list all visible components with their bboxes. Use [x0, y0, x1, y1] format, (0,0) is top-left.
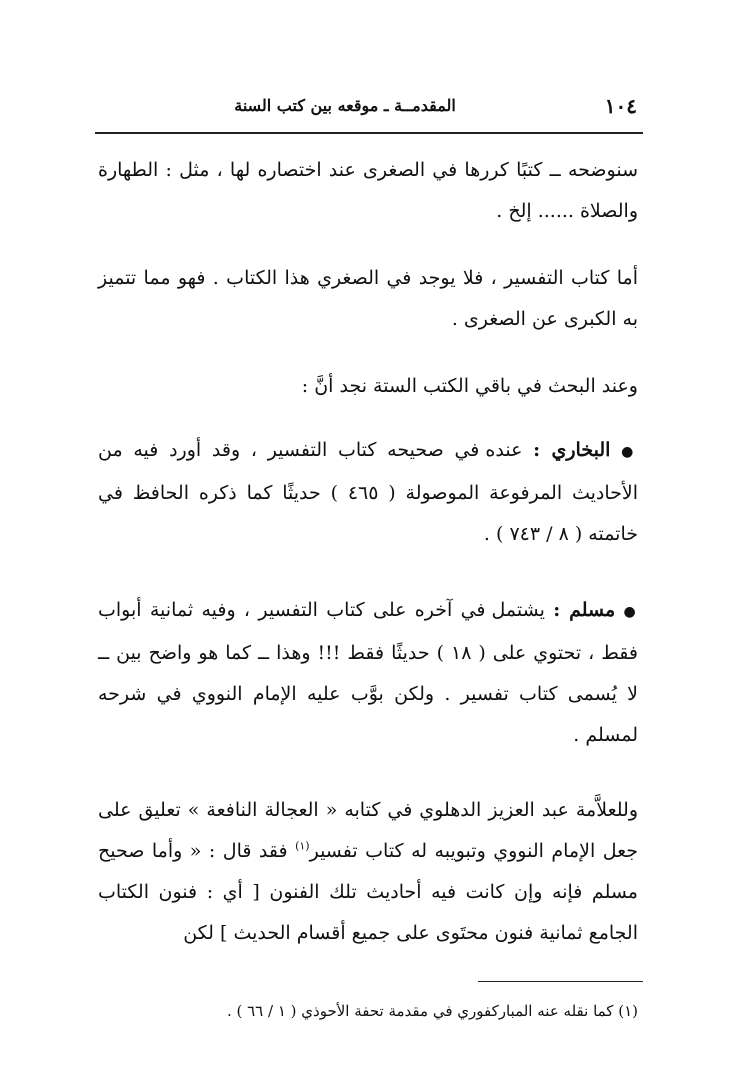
bukhari-text: عنده في صحيحه كتاب التفسير ، وقد أورد فيه من الأحاديث المرفوعة الموصولة ( ٤٦٥ ) حديثًا كما ذكره الحافظ في خاتمته ( ٨ / ٧٤٣ ) . [98, 439, 638, 545]
page-number: ١٠٤ [604, 94, 637, 118]
muslim-lead: مسلم : [553, 599, 616, 621]
paragraph-bukhari [98, 430, 638, 555]
footnote-rule [478, 981, 643, 982]
paragraph-muslim [98, 590, 638, 756]
page-header [95, 92, 643, 126]
bullet-dot-icon: ● [623, 604, 638, 620]
footnote-reference[interactable]: (١) [295, 839, 310, 853]
muslim-text: يشتمل في آخره على كتاب التفسير ، وفيه ثمانية أبواب فقط ، تحتوي على ( ١٨ ) حديثًا فقط !!! وهذا ــ كما هو واضح بين ــ لا يُسمى كتاب تفسير . ولكن بوَّب عليه الإمام النووي في شرحه لمسلم . [98, 599, 638, 746]
header-rule [95, 132, 643, 134]
running-title: المقدمــة ـ موقعه بين كتب السنة [234, 96, 456, 115]
bullet-dot-icon: ● [621, 444, 639, 460]
bukhari-lead: البخاري : [533, 439, 611, 461]
paragraph-dehlawi [98, 790, 638, 954]
paragraph-3: وعند البحث في باقي الكتب الستة نجد أنَّ : [301, 375, 638, 397]
footnote: (١) كما نقله عنه المباركفوري في مقدمة تحفة الأحوذي ( ١ / ٦٦ ) . [226, 1002, 638, 1020]
dehlawi-text-b: فقد قال : « وأما صحيح مسلم فإنه وإن كانت فيه أحاديث تلك الفنون [ أي : فنون الكتاب الجامع ثمانية فنون محتَوى على جميع أقسام الحديث ] لكن [98, 840, 638, 944]
paragraph-1: سنوضحه ــ كتبًا كررها في الصغرى عند اختصاره لها ، مثل : الطهارة والصلاة ...... إلخ . [98, 159, 638, 222]
dehlawi-text-a: وللعلاَّمة عبد العزيز الدهلوي في كتابه « العجالة النافعة » تعليق على جعل الإمام النووي وتبويبه له كتاب تفسير [98, 799, 638, 862]
paragraph-2: أما كتاب التفسير ، فلا يوجد في الصغري هذا الكتاب . فهو مما تتميز به الكبرى عن الصغرى . [98, 267, 638, 330]
